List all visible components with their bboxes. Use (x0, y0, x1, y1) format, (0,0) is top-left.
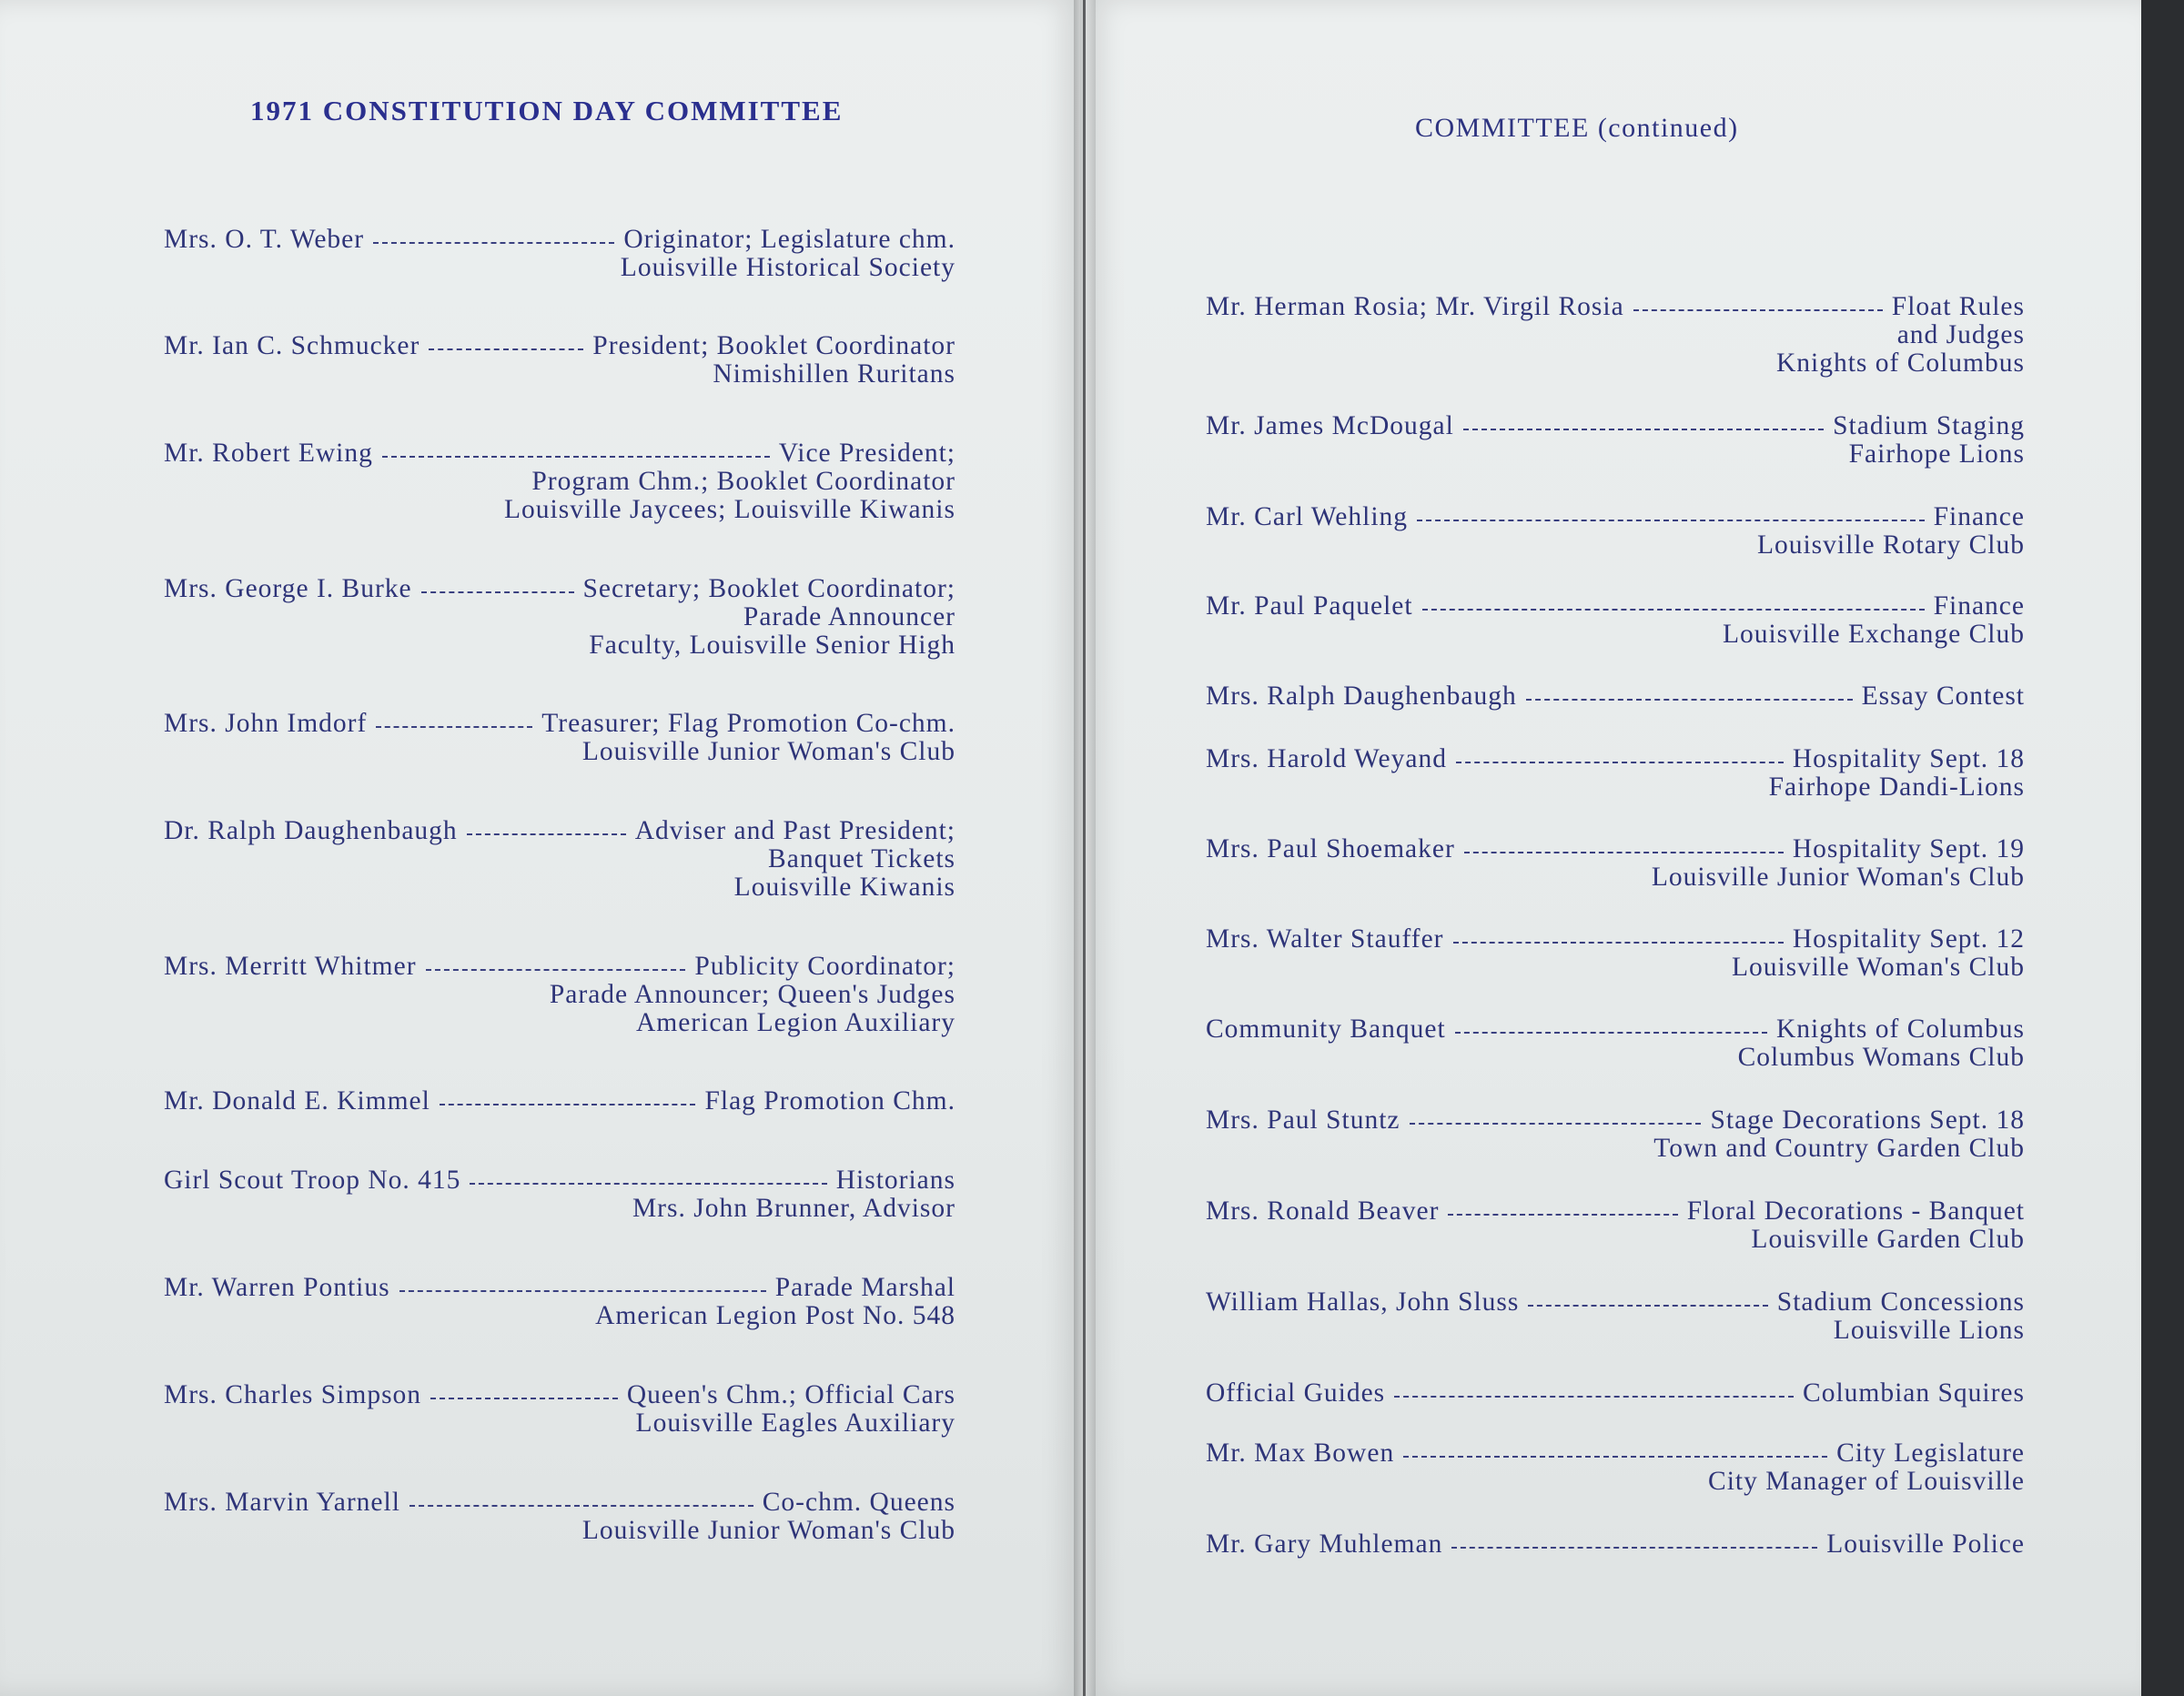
member-affiliation: American Legion Auxiliary (635, 1008, 956, 1037)
member-role: Stage Decorations Sept. 18 (1710, 1105, 2025, 1135)
committee-entry (1206, 293, 2025, 378)
leader-dashes (1394, 1396, 1794, 1398)
leader-dashes (373, 242, 614, 244)
member-role: Knights of Columbus (1775, 1015, 2025, 1044)
member-affiliation: Knights of Columbus (1775, 348, 2025, 378)
member-affiliation: Louisville Woman's Club (1731, 953, 2025, 982)
member-affiliation: Nimishillen Ruritans (713, 359, 956, 389)
committee-entry (164, 1381, 956, 1438)
leader-dashes (430, 1398, 618, 1399)
leader-dashes (1526, 699, 1853, 701)
leader-dashes (1528, 1305, 1767, 1307)
leader-dashes (1417, 520, 1925, 521)
leader-dashes (467, 833, 626, 835)
member-affiliation: Louisville Junior Woman's Club (1651, 863, 2025, 892)
committee-entry (1206, 1379, 2025, 1408)
leader-dashes (410, 1505, 753, 1507)
member-role: Finance (1933, 502, 2025, 531)
leader-dashes (429, 348, 583, 350)
member-name: Mrs. Merritt Whitmer (164, 952, 417, 981)
member-name: Dr. Ralph Daughenbaugh (164, 816, 458, 845)
leader-dashes (382, 456, 770, 458)
member-name: Mr. Gary Muhleman (1206, 1529, 1443, 1559)
member-role: President; Booklet Coordinator (592, 331, 956, 360)
committee-entry (1206, 1439, 2025, 1496)
member-name: Mr. James McDougal (1206, 411, 1454, 440)
leader-dashes (1410, 1123, 1702, 1125)
member-name: Mr. Donald E. Kimmel (164, 1086, 430, 1116)
member-affiliation: Louisville Jaycees; Louisville Kiwanis (504, 495, 956, 524)
leader-dashes (1403, 1456, 1827, 1458)
committee-entry (1206, 1197, 2025, 1254)
member-affiliation: Louisville Kiwanis (733, 873, 956, 902)
member-role: Historians (835, 1166, 956, 1195)
committee-entry (1206, 1530, 2025, 1559)
continued-title: COMMITTEE (continued) (1415, 113, 1739, 143)
member-name: Mr. Carl Wehling (1206, 502, 1409, 531)
member-role: Float Rules (1891, 292, 2025, 321)
member-role: Flag Promotion Chm. (704, 1086, 956, 1116)
leader-dashes (426, 969, 686, 971)
member-name: William Hallas, John Sluss (1206, 1287, 1520, 1317)
member-affiliation: Town and Country Garden Club (1653, 1134, 2025, 1163)
member-role: Adviser and Past President; (634, 816, 956, 845)
member-name: Mrs. O. T. Weber (164, 225, 365, 254)
book-spine (1074, 0, 1096, 1696)
member-affiliation: Louisville Junior Woman's Club (581, 737, 956, 766)
committee-entry (164, 710, 956, 766)
member-name: Mrs. John Imdorf (164, 709, 368, 738)
leader-dashes (470, 1183, 826, 1185)
member-name: Mr. Herman Rosia; Mr. Virgil Rosia (1206, 292, 1624, 321)
member-role: Co-chm. Queens (762, 1488, 956, 1517)
member-name: Mr. Ian C. Schmucker (164, 331, 420, 360)
member-affiliation: Fairhope Dandi-Lions (1768, 772, 2025, 802)
member-name: Mrs. Ralph Daughenbaugh (1206, 681, 1517, 711)
member-role: Hospitality Sept. 18 (1792, 744, 2025, 773)
member-affiliation: Faculty, Louisville Senior High (589, 631, 956, 660)
committee-entry (164, 226, 956, 282)
committee-entry (164, 1489, 956, 1545)
committee-entry (1206, 503, 2025, 560)
member-affiliation: Louisville Eagles Auxiliary (635, 1408, 956, 1438)
member-name: Mr. Max Bowen (1206, 1439, 1395, 1468)
member-role: Originator; Legislature chm. (623, 225, 956, 254)
member-role: Vice President; (778, 439, 956, 468)
member-affiliation: City Manager of Louisville (1708, 1467, 2025, 1496)
member-affiliation: Louisville Garden Club (1751, 1225, 2025, 1254)
committee-entry (164, 953, 956, 1037)
member-role: Hospitality Sept. 12 (1792, 924, 2025, 954)
member-role: City Legislature (1836, 1439, 2025, 1468)
member-role: Secretary; Booklet Coordinator; (582, 574, 956, 603)
committee-entry (1206, 835, 2025, 892)
member-name: Mrs. Ronald Beaver (1206, 1196, 1440, 1226)
committee-entry (164, 332, 956, 389)
leader-dashes (1422, 609, 1925, 611)
member-role: Louisville Police (1826, 1529, 2025, 1559)
committee-entry (164, 439, 956, 524)
committee-entry (1206, 745, 2025, 802)
leader-dashes (399, 1290, 766, 1292)
member-affiliation: Louisville Junior Woman's Club (581, 1516, 956, 1545)
member-role: Publicity Coordinator; (694, 952, 956, 981)
committee-entry (1206, 1288, 2025, 1345)
committee-entry (1206, 925, 2025, 982)
member-name: Community Banquet (1206, 1015, 1446, 1044)
committee-entry (164, 1274, 956, 1330)
leader-dashes (1456, 762, 1784, 763)
member-name: Mrs. Charles Simpson (164, 1380, 422, 1409)
member-name: Mrs. Walter Stauffer (1206, 924, 1444, 954)
member-affiliation: American Legion Post No. 548 (595, 1301, 956, 1330)
member-name: Mr. Robert Ewing (164, 439, 373, 468)
member-name: Mrs. Paul Shoemaker (1206, 834, 1455, 863)
member-role: Queen's Chm.; Official Cars (626, 1380, 956, 1409)
member-role: Floral Decorations - Banquet (1686, 1196, 2025, 1226)
member-name: Mr. Paul Paquelet (1206, 591, 1413, 621)
committee-entry (1206, 592, 2025, 649)
member-role: Hospitality Sept. 19 (1792, 834, 2025, 863)
member-name: Official Guides (1206, 1378, 1386, 1408)
committee-entry (1206, 682, 2025, 711)
leader-dashes (440, 1104, 696, 1105)
member-name: Mrs. Harold Weyand (1206, 744, 1447, 773)
member-role-continued: Program Chm.; Booklet Coordinator (531, 467, 956, 496)
member-affiliation: Louisville Rotary Club (1756, 530, 2025, 560)
member-role: Finance (1933, 591, 2025, 621)
member-role: Stadium Staging (1833, 411, 2025, 440)
member-role-continued: Banquet Tickets (768, 844, 956, 873)
member-role-continued: and Judges (1896, 320, 2025, 349)
member-name: Mrs. Paul Stuntz (1206, 1105, 1400, 1135)
member-role: Treasurer; Flag Promotion Co-chm. (541, 709, 956, 738)
committee-entry (164, 1166, 956, 1223)
leader-dashes (1464, 852, 1784, 853)
leader-dashes (1451, 1547, 1817, 1549)
member-affiliation: Mrs. John Brunner, Advisor (632, 1194, 956, 1223)
member-name: Mrs. George I. Burke (164, 574, 412, 603)
leader-dashes (1463, 429, 1824, 430)
member-name: Mr. Warren Pontius (164, 1273, 390, 1302)
member-role: Columbian Squires (1803, 1378, 2025, 1408)
member-affiliation: Louisville Historical Society (620, 253, 956, 282)
leader-dashes (1455, 1032, 1767, 1034)
leader-dashes (421, 591, 574, 593)
member-role-continued: Parade Announcer; Queen's Judges (549, 980, 956, 1009)
page-title: 1971 CONSTITUTION DAY COMMITTEE (250, 95, 844, 126)
member-role-continued: Parade Announcer (743, 602, 956, 631)
member-affiliation: Columbus Womans Club (1737, 1043, 2025, 1072)
committee-entry (1206, 1015, 2025, 1072)
leader-dashes (376, 726, 532, 728)
committee-entry (1206, 1106, 2025, 1163)
committee-entry (1206, 412, 2025, 469)
leader-dashes (1448, 1214, 1677, 1216)
member-role: Parade Marshal (774, 1273, 956, 1302)
committee-entry (164, 575, 956, 660)
member-affiliation: Fairhope Lions (1848, 439, 2025, 469)
member-name: Girl Scout Troop No. 415 (164, 1166, 461, 1195)
committee-entry (164, 1087, 956, 1116)
leader-dashes (1633, 309, 1883, 311)
leader-dashes (1453, 942, 1784, 944)
committee-entry (164, 817, 956, 902)
member-role: Essay Contest (1861, 681, 2025, 711)
member-affiliation: Louisville Lions (1833, 1316, 2025, 1345)
member-role: Stadium Concessions (1776, 1287, 2025, 1317)
member-affiliation: Louisville Exchange Club (1722, 620, 2025, 649)
member-name: Mrs. Marvin Yarnell (164, 1488, 400, 1517)
